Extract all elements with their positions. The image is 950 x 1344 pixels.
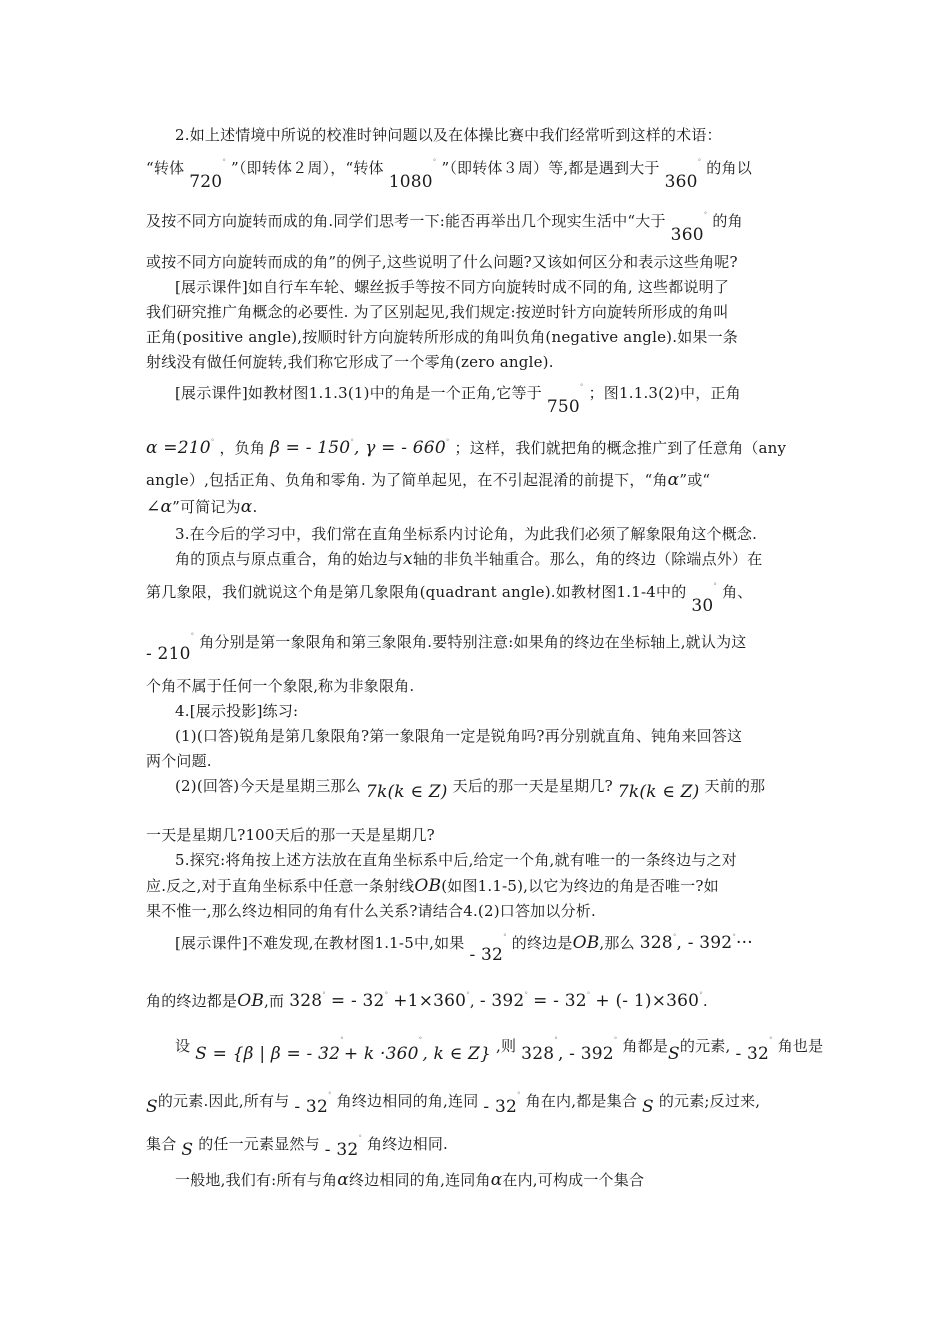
text-line bbox=[146, 327, 738, 347]
text-run: (2)(回答)今天是星期三那么 bbox=[175, 777, 361, 795]
math-symbol: S bbox=[668, 1044, 680, 1064]
math-value: 328 bbox=[639, 933, 673, 953]
math-value: - 32 bbox=[735, 1044, 770, 1064]
text-run: 射线没有做任何旋转,我们称它形成了一个零角(zero angle). bbox=[146, 353, 554, 371]
math-value: 360 bbox=[664, 172, 698, 192]
text-run: 角都是 bbox=[622, 1037, 669, 1055]
text-line bbox=[146, 626, 747, 664]
text-line bbox=[175, 726, 742, 746]
text-run: [展示课件]不难发现,在教材图1.1-5中,如果 bbox=[175, 934, 465, 952]
math-expression: + (- 1)×360 bbox=[595, 991, 700, 1011]
text-line bbox=[146, 751, 212, 771]
text-run: 4.[展示投影]练习: bbox=[175, 702, 299, 720]
math-value: 328 bbox=[521, 1044, 555, 1064]
text-line bbox=[175, 1170, 644, 1190]
degree-sign: ° bbox=[210, 438, 215, 446]
degree-sign: ° bbox=[432, 158, 437, 166]
degree-sign: ° bbox=[222, 158, 227, 166]
text-line bbox=[146, 252, 738, 272]
math-symbol: α bbox=[490, 1170, 503, 1190]
math-value: - 32 bbox=[294, 1097, 328, 1117]
math-expression: = - 32 bbox=[533, 991, 587, 1011]
text-run: . bbox=[702, 992, 708, 1010]
text-run: 角的顶点与原点重合，角的始边与 bbox=[175, 550, 404, 568]
math-symbol: S bbox=[146, 1097, 158, 1117]
text-line bbox=[175, 377, 741, 417]
text-run: (如图1.1-5),以它为终边的角是否唯一?如 bbox=[441, 877, 719, 895]
degree-sign: ° bbox=[769, 1036, 773, 1044]
math-value: - 392 bbox=[479, 991, 525, 1011]
text-run: “转体 bbox=[146, 159, 185, 177]
math-value: , - 392 bbox=[676, 933, 733, 953]
text-run: . bbox=[252, 498, 258, 516]
math-symbol: S bbox=[642, 1097, 654, 1117]
degree-sign: ° bbox=[445, 438, 450, 446]
degree-sign: ° bbox=[703, 211, 708, 219]
degree-sign: ° bbox=[322, 991, 326, 999]
text-run: 在内,可构成一个集合 bbox=[502, 1171, 645, 1189]
text-run: 我们研究推广角概念的必要性. 为了区别起见,我们规定:按逆时针方向旋转所形成的角叫 bbox=[146, 303, 729, 321]
text-run: 个角不属于任何一个象限,称为非象限角. bbox=[146, 677, 415, 695]
text-run: 的终边是 bbox=[511, 934, 573, 952]
text-run: 集合 bbox=[146, 1135, 177, 1153]
degree-sign: ° bbox=[672, 933, 677, 941]
text-line bbox=[146, 352, 554, 372]
text-line bbox=[146, 205, 743, 245]
degree-sign: ° bbox=[524, 991, 529, 999]
text-run: ”可简记为 bbox=[172, 498, 241, 516]
text-run: ,而 bbox=[264, 992, 285, 1010]
math-expression: +1×360 bbox=[393, 991, 467, 1011]
math-value: 1080 bbox=[388, 172, 433, 192]
text-line bbox=[175, 549, 762, 569]
degree-sign: ° bbox=[327, 1091, 332, 1099]
text-line bbox=[175, 701, 298, 721]
math-symbol: OB bbox=[572, 933, 600, 953]
text-line bbox=[146, 876, 719, 896]
degree-sign: ° bbox=[384, 991, 389, 999]
text-run: 角终边相同. bbox=[367, 1135, 449, 1153]
text-run: 的元素.因此,所有与 bbox=[157, 1092, 290, 1110]
math-expression: + k ·360 bbox=[343, 1044, 419, 1064]
text-run: , bbox=[469, 992, 475, 1010]
text-run: ”或“ bbox=[679, 471, 711, 489]
math-symbol: α bbox=[667, 470, 680, 490]
math-symbol: OB bbox=[237, 991, 265, 1011]
math-symbol: α bbox=[337, 1170, 349, 1190]
text-run: 的角 bbox=[712, 212, 743, 230]
text-run: 正角(positive angle),按顺时针方向旋转所形成的角叫负角(negative angle).如果一条 bbox=[146, 328, 739, 346]
text-run: 角终边相同的角,连同 bbox=[336, 1092, 479, 1110]
text-run: 一般地,我们有:所有与角 bbox=[175, 1171, 338, 1189]
math-value: 720 bbox=[189, 172, 223, 192]
text-run: (1)(口答)锐角是第几象限角?第一象限角一定是锐角吗?再分别就直角、钝角来回答这 bbox=[175, 727, 743, 745]
text-line bbox=[175, 927, 753, 965]
degree-sign: ° bbox=[579, 383, 584, 391]
math-expression: β = - 150 bbox=[270, 438, 351, 458]
math-symbol: OB bbox=[414, 876, 442, 896]
math-value: - 210 bbox=[146, 644, 191, 664]
text-run: [展示课件]如教材图1.1.3(1)中的角是一个正角,它等于 bbox=[175, 384, 542, 402]
text-line bbox=[175, 277, 729, 297]
math-symbol: S bbox=[181, 1140, 194, 1160]
degree-sign: ° bbox=[699, 991, 703, 999]
math-value: , - 392 bbox=[557, 1044, 614, 1064]
text-run: 一天是星期几?100天后的那一天是星期几? bbox=[146, 826, 435, 844]
text-run: ”（即转体３周）等,都是遇到大于 bbox=[441, 159, 660, 177]
text-line bbox=[146, 497, 257, 517]
text-line bbox=[146, 576, 753, 616]
degree-sign: ° bbox=[713, 582, 718, 590]
text-run: ”（即转体２周），“转体 bbox=[230, 159, 384, 177]
text-run: 及按不同方向旋转而成的角.同学们思考一下:能否再举出几个现实生活中“大于 bbox=[146, 212, 666, 230]
math-value: 30 bbox=[691, 596, 714, 616]
math-expression: = - 32 bbox=[330, 991, 385, 1011]
text-run: ；这样，我们就把角的概念推广到了任意角（any bbox=[454, 439, 787, 457]
text-run: 角、 bbox=[722, 583, 753, 601]
degree-sign: ° bbox=[697, 158, 702, 166]
math-value: - 32 bbox=[483, 1097, 517, 1117]
text-run: 终边相同的角,连同角 bbox=[348, 1171, 491, 1189]
math-expression: 7k(k ∈ Z) bbox=[365, 782, 448, 802]
text-run: 设 bbox=[175, 1037, 191, 1055]
text-run: ,则 bbox=[496, 1037, 517, 1055]
text-run: 2.如上述情境中所说的校准时钟问题以及在体操比赛中我们经常听到这样的术语： bbox=[175, 126, 722, 144]
text-run: 天后的那一天是星期几? bbox=[452, 777, 613, 795]
math-expression: , γ = - 660 bbox=[354, 438, 446, 458]
text-run: 角在内,都是集合 bbox=[525, 1092, 638, 1110]
text-run: ；图1.1.3(2)中，正角 bbox=[588, 384, 741, 402]
degree-sign: ° bbox=[466, 991, 470, 999]
degree-sign: ° bbox=[358, 1134, 363, 1142]
text-run: 第几象限，我们就说这个角是第几象限角(quadrant angle).如教材图1.1-4中的 bbox=[146, 583, 687, 601]
math-expression: 7k(k ∈ Z) bbox=[617, 782, 700, 802]
math-symbol: x bbox=[403, 549, 413, 569]
text-run: 天前的那 bbox=[704, 777, 766, 795]
text-run: 果不惟一,那么终边相同的角有什么关系?请结合4.(2)口答加以分析. bbox=[146, 902, 596, 920]
text-run: ,那么 bbox=[599, 934, 635, 952]
text-run: angle）,包括正角、负角和零角. 为了简单起见，在不引起混淆的前提下，“角 bbox=[146, 471, 668, 489]
degree-sign: ° bbox=[340, 1036, 344, 1044]
text-line bbox=[175, 776, 766, 802]
text-run: 角分别是第一象限角和第三象限角.要特别注意:如果角的终边在坐标轴上,就认为这 bbox=[199, 633, 747, 651]
text-line bbox=[146, 985, 708, 1011]
math-symbol: ∠α bbox=[146, 497, 173, 517]
math-value: 360 bbox=[670, 225, 704, 245]
degree-sign: ° bbox=[190, 632, 195, 640]
text-line bbox=[146, 676, 414, 696]
text-run: 两个问题. bbox=[146, 752, 212, 770]
text-run: 的元素;反过来, bbox=[658, 1092, 761, 1110]
text-line bbox=[146, 1085, 761, 1117]
text-run: ，负角 bbox=[219, 439, 266, 457]
text-run: 的元素, bbox=[679, 1037, 731, 1055]
degree-sign: ° bbox=[516, 1091, 521, 1099]
text-line bbox=[146, 825, 435, 845]
text-line bbox=[175, 524, 757, 544]
text-line bbox=[175, 125, 722, 145]
text-run: 或按不同方向旋转而成的角”的例子,这些说明了什么问题?又该如何区分和表示这些角呢? bbox=[146, 253, 738, 271]
degree-sign: ° bbox=[503, 933, 507, 941]
math-value: 328 bbox=[289, 991, 323, 1011]
degree-sign: ° bbox=[418, 1036, 423, 1044]
text-line bbox=[146, 901, 596, 921]
math-value: 750 bbox=[546, 397, 580, 417]
text-line bbox=[146, 470, 710, 490]
text-line bbox=[146, 432, 786, 458]
text-run: 5.探究:将角按上述方法放在直角坐标系中后,给定一个角,就有唯一的一条终边与之对 bbox=[175, 851, 737, 869]
degree-sign: ° bbox=[613, 1036, 618, 1044]
text-line bbox=[146, 1128, 449, 1160]
math-symbol: ··· bbox=[736, 933, 753, 953]
text-line bbox=[146, 302, 729, 322]
math-expression: α =210 bbox=[146, 438, 211, 458]
degree-sign: ° bbox=[350, 438, 355, 446]
text-run: 的角以 bbox=[706, 159, 752, 177]
math-value: - 32 bbox=[469, 945, 504, 965]
degree-sign: ° bbox=[586, 991, 591, 999]
text-line bbox=[175, 850, 737, 870]
text-line bbox=[175, 1030, 824, 1064]
text-line bbox=[146, 152, 752, 192]
math-value: - 32 bbox=[324, 1140, 359, 1160]
text-run: [展示课件]如自行车车轮、螺丝扳手等按不同方向旋转时成不同的角, 这些都说明了 bbox=[175, 278, 730, 296]
text-run: 3.在今后的学习中，我们常在直角坐标系内讨论角，为此我们必须了解象限角这个概念. bbox=[175, 525, 758, 543]
math-symbol: α bbox=[240, 497, 253, 517]
text-run: 角也是 bbox=[777, 1037, 824, 1055]
text-run: 角的终边都是 bbox=[146, 992, 238, 1010]
degree-sign: ° bbox=[554, 1036, 558, 1044]
math-expression: S = {β | β = - 32 bbox=[195, 1044, 341, 1064]
degree-sign: ° bbox=[732, 933, 737, 941]
text-run: 应.反之,对于直角坐标系中任意一条射线 bbox=[146, 877, 415, 895]
math-expression: , k ∈ Z} bbox=[422, 1044, 492, 1064]
text-run: 轴的非负半轴重合。那么，角的终边（除端点外）在 bbox=[412, 550, 763, 568]
text-run: 的任一元素显然与 bbox=[198, 1135, 320, 1153]
